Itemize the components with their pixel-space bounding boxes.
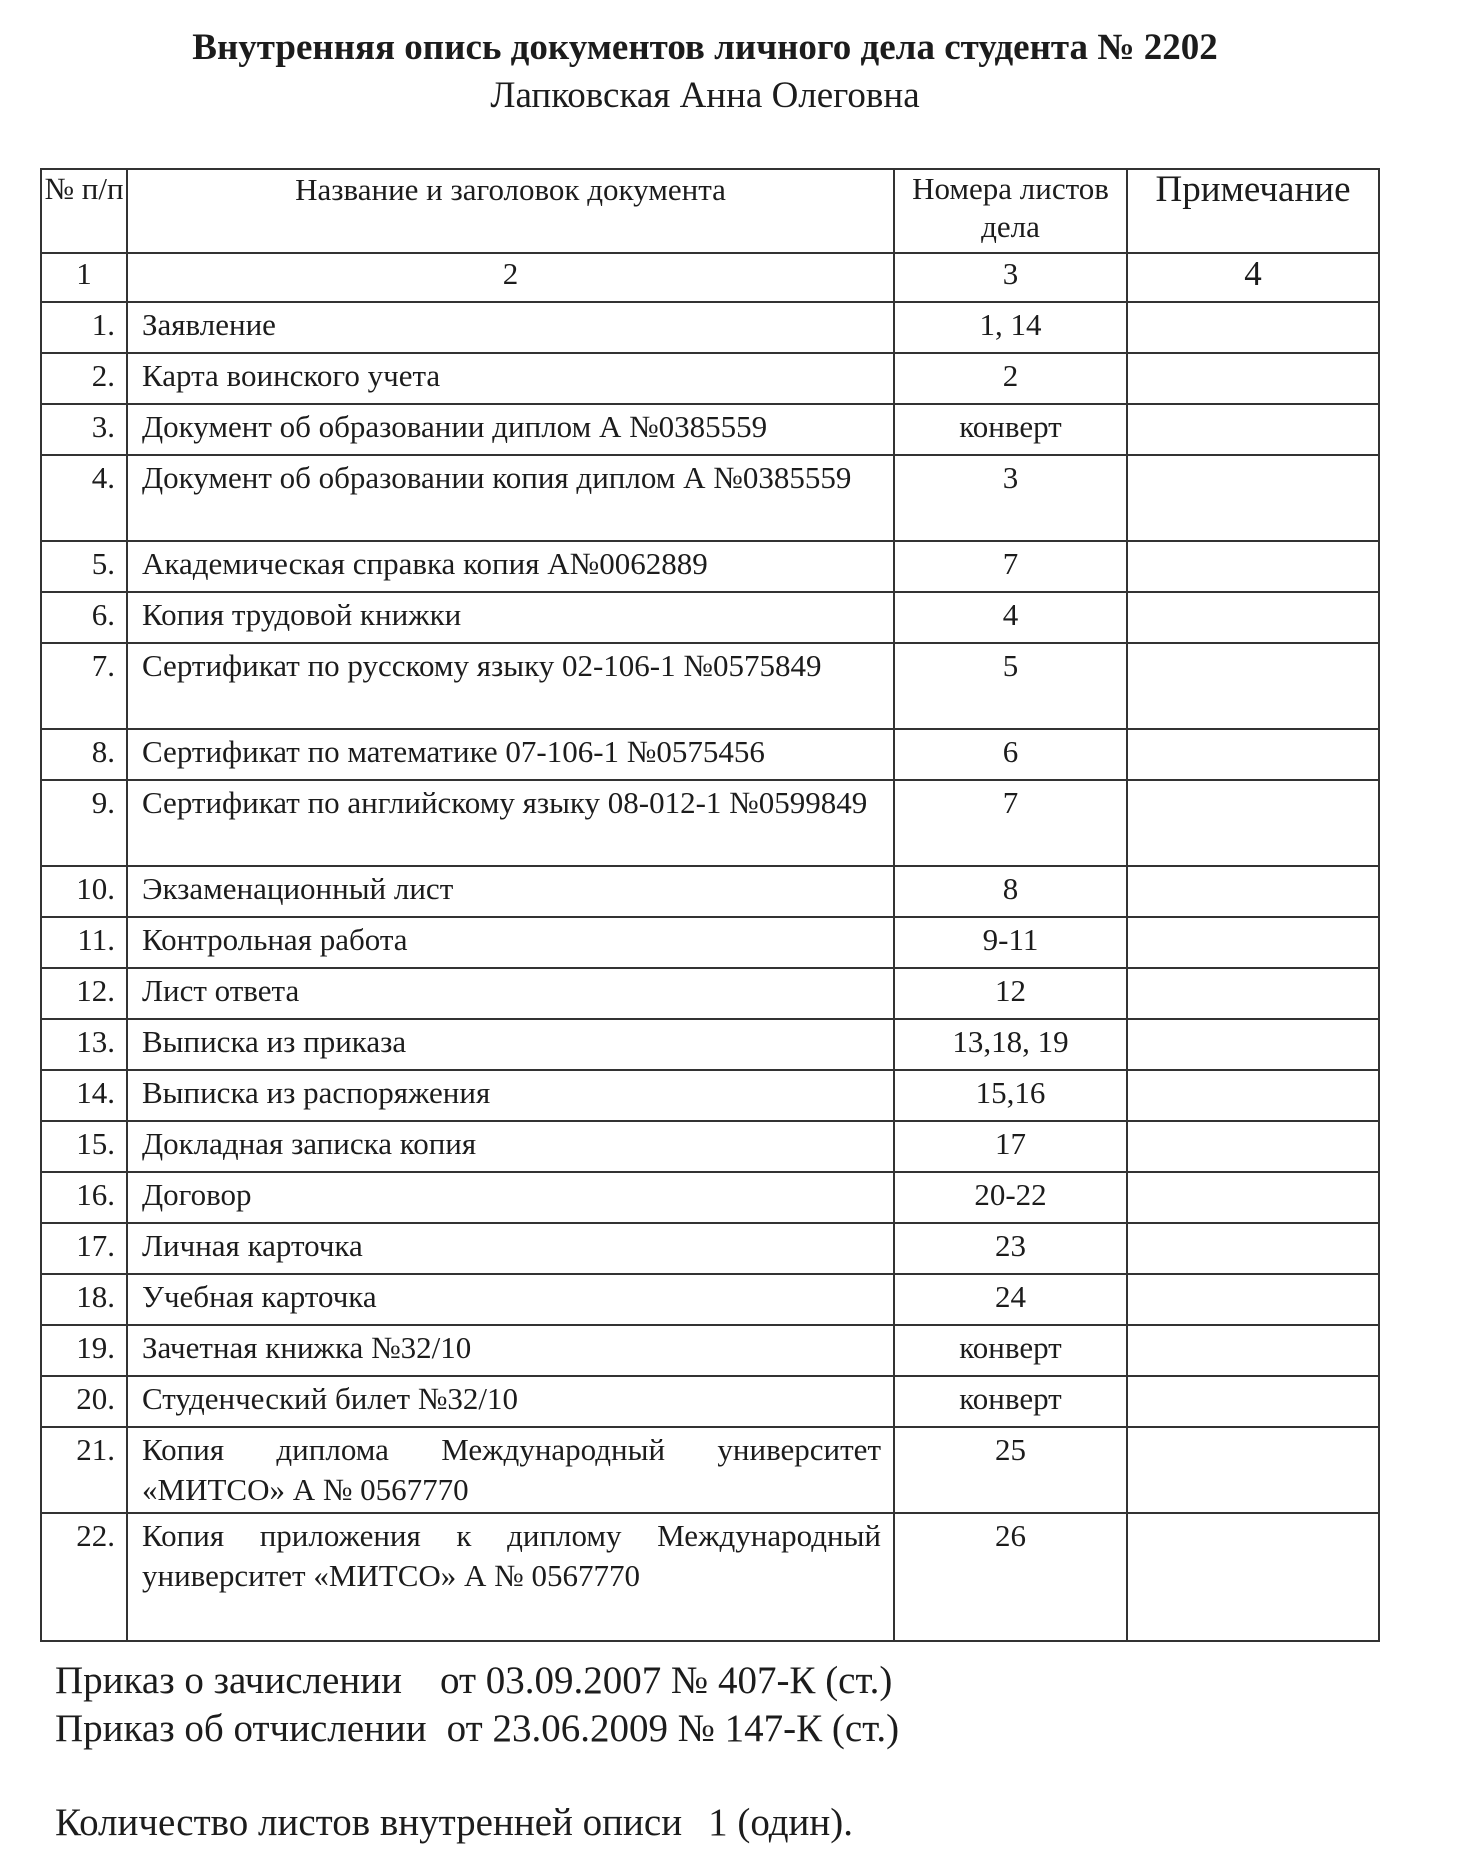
table-row — [41, 541, 1379, 592]
row-page-numbers: 24 — [894, 1274, 1127, 1325]
row-page-numbers: 9-11 — [894, 917, 1127, 968]
inventory-table — [40, 168, 1380, 1642]
row-note — [1127, 643, 1379, 729]
enrollment-order — [55, 1658, 892, 1704]
row-number: 14. — [41, 1070, 127, 1121]
table-row — [41, 729, 1379, 780]
row-note — [1127, 592, 1379, 643]
table-row — [41, 1376, 1379, 1427]
sheet-count — [55, 1800, 853, 1846]
table-row — [41, 1513, 1379, 1641]
row-note — [1127, 1172, 1379, 1223]
row-note — [1127, 968, 1379, 1019]
row-document-title: Документ об образовании копия диплом А №0385559 — [127, 455, 894, 541]
table-row — [41, 455, 1379, 541]
row-page-numbers: 12 — [894, 968, 1127, 1019]
row-note — [1127, 302, 1379, 353]
row-number: 4. — [41, 455, 127, 541]
table-header-row — [41, 169, 1379, 253]
table-row — [41, 1172, 1379, 1223]
column-number-2: 2 — [127, 253, 894, 302]
row-document-title: Карта воинского учета — [127, 353, 894, 404]
row-document-title: Сертификат по математике 07-106-1 №0575456 — [127, 729, 894, 780]
row-number: 9. — [41, 780, 127, 866]
table-row — [41, 866, 1379, 917]
row-number: 19. — [41, 1325, 127, 1376]
row-page-numbers: 26 — [894, 1513, 1127, 1641]
table-row — [41, 353, 1379, 404]
row-document-title: Выписка из приказа — [127, 1019, 894, 1070]
row-note — [1127, 917, 1379, 968]
row-document-title: Личная карточка — [127, 1223, 894, 1274]
row-note — [1127, 1376, 1379, 1427]
table-row — [41, 1325, 1379, 1376]
row-note — [1127, 1121, 1379, 1172]
row-note — [1127, 1513, 1379, 1641]
row-number: 18. — [41, 1274, 127, 1325]
row-page-numbers: 3 — [894, 455, 1127, 541]
table-row — [41, 1274, 1379, 1325]
expulsion-order — [55, 1706, 899, 1752]
row-page-numbers: 7 — [894, 541, 1127, 592]
column-number-4: 4 — [1127, 253, 1379, 302]
row-page-numbers: конверт — [894, 404, 1127, 455]
table-row — [41, 1223, 1379, 1274]
row-page-numbers: 1, 14 — [894, 302, 1127, 353]
row-number: 17. — [41, 1223, 127, 1274]
table-row — [41, 643, 1379, 729]
row-document-title: Копия трудовой книжки — [127, 592, 894, 643]
header-document-title: Название и заголовок документа — [127, 169, 894, 253]
row-document-title: Выписка из распоряжения — [127, 1070, 894, 1121]
header-note: Примечание — [1127, 169, 1379, 253]
row-note — [1127, 455, 1379, 541]
table-row — [41, 1019, 1379, 1070]
row-document-title: Договор — [127, 1172, 894, 1223]
row-note — [1127, 541, 1379, 592]
header-number: № п/п — [41, 169, 127, 253]
row-document-title: Сертификат по русскому языку 02-106-1 №0575849 — [127, 643, 894, 729]
row-number: 6. — [41, 592, 127, 643]
row-number: 10. — [41, 866, 127, 917]
row-number: 12. — [41, 968, 127, 1019]
table-row — [41, 1121, 1379, 1172]
row-number: 3. — [41, 404, 127, 455]
row-document-title: Документ об образовании диплом А №0385559 — [127, 404, 894, 455]
row-document-title: Контрольная работа — [127, 917, 894, 968]
table-row — [41, 1427, 1379, 1513]
row-document-title: Заявление — [127, 302, 894, 353]
row-document-title: Академическая справка копия А№0062889 — [127, 541, 894, 592]
row-page-numbers: 6 — [894, 729, 1127, 780]
row-page-numbers: 2 — [894, 353, 1127, 404]
row-page-numbers: 5 — [894, 643, 1127, 729]
row-number: 16. — [41, 1172, 127, 1223]
row-number: 15. — [41, 1121, 127, 1172]
row-document-title: Зачетная книжка №32/10 — [127, 1325, 894, 1376]
row-note — [1127, 1274, 1379, 1325]
table-row — [41, 302, 1379, 353]
row-document-title: Студенческий билет №32/10 — [127, 1376, 894, 1427]
sheet-count-label: Количество листов внутренней описи — [55, 1801, 683, 1844]
row-page-numbers: 8 — [894, 866, 1127, 917]
expulsion-order-value: от 23.06.2009 № 147-К (ст.) — [446, 1707, 900, 1750]
column-number-3: 3 — [894, 253, 1127, 302]
row-page-numbers: 7 — [894, 780, 1127, 866]
row-number: 21. — [41, 1427, 127, 1513]
table-body — [41, 302, 1379, 1641]
row-number: 11. — [41, 917, 127, 968]
table-row — [41, 917, 1379, 968]
row-number: 1. — [41, 302, 127, 353]
row-number: 5. — [41, 541, 127, 592]
row-page-numbers: 20-22 — [894, 1172, 1127, 1223]
row-page-numbers: 25 — [894, 1427, 1127, 1513]
column-number-1: 1 — [41, 253, 127, 302]
sheet-count-value: 1 (один). — [708, 1801, 854, 1844]
enrollment-order-label: Приказ о зачислении — [55, 1659, 402, 1702]
row-document-title: Учебная карточка — [127, 1274, 894, 1325]
row-document-title: Лист ответа — [127, 968, 894, 1019]
table-row — [41, 404, 1379, 455]
row-number: 22. — [41, 1513, 127, 1641]
row-page-numbers: конверт — [894, 1376, 1127, 1427]
table-row — [41, 968, 1379, 1019]
row-note — [1127, 1070, 1379, 1121]
row-note — [1127, 353, 1379, 404]
row-note — [1127, 404, 1379, 455]
row-document-title: Докладная записка копия — [127, 1121, 894, 1172]
row-document-title: Копия диплома Международный университет «МИТСО» А № 0567770 — [127, 1427, 894, 1513]
column-number-row — [41, 253, 1379, 302]
enrollment-order-value: от 03.09.2007 № 407-К (ст.) — [439, 1659, 893, 1702]
row-number: 13. — [41, 1019, 127, 1070]
student-name: Лапковская Анна Олеговна — [490, 75, 920, 116]
header-page-numbers: Номера листов дела — [894, 169, 1127, 253]
expulsion-order-label: Приказ об отчислении — [55, 1707, 427, 1750]
row-number: 20. — [41, 1376, 127, 1427]
table-row — [41, 1070, 1379, 1121]
row-page-numbers: конверт — [894, 1325, 1127, 1376]
table-row — [41, 592, 1379, 643]
row-number: 8. — [41, 729, 127, 780]
row-document-title: Сертификат по английскому языку 08-012-1 №0599849 — [127, 780, 894, 866]
row-note — [1127, 780, 1379, 866]
row-note — [1127, 1223, 1379, 1274]
table-row — [41, 780, 1379, 866]
row-note — [1127, 1325, 1379, 1376]
row-number: 2. — [41, 353, 127, 404]
row-note — [1127, 1427, 1379, 1513]
row-note — [1127, 1019, 1379, 1070]
row-note — [1127, 729, 1379, 780]
row-page-numbers: 13,18, 19 — [894, 1019, 1127, 1070]
row-page-numbers: 4 — [894, 592, 1127, 643]
row-page-numbers: 15,16 — [894, 1070, 1127, 1121]
row-page-numbers: 17 — [894, 1121, 1127, 1172]
row-page-numbers: 23 — [894, 1223, 1127, 1274]
row-document-title: Копия приложения к диплому Международный университет «МИТСО» А № 0567770 — [127, 1513, 894, 1641]
row-number: 7. — [41, 643, 127, 729]
row-document-title: Экзаменационный лист — [127, 866, 894, 917]
document-title: Внутренняя опись документов личного дела студента № 2202 — [192, 27, 1218, 68]
row-note — [1127, 866, 1379, 917]
